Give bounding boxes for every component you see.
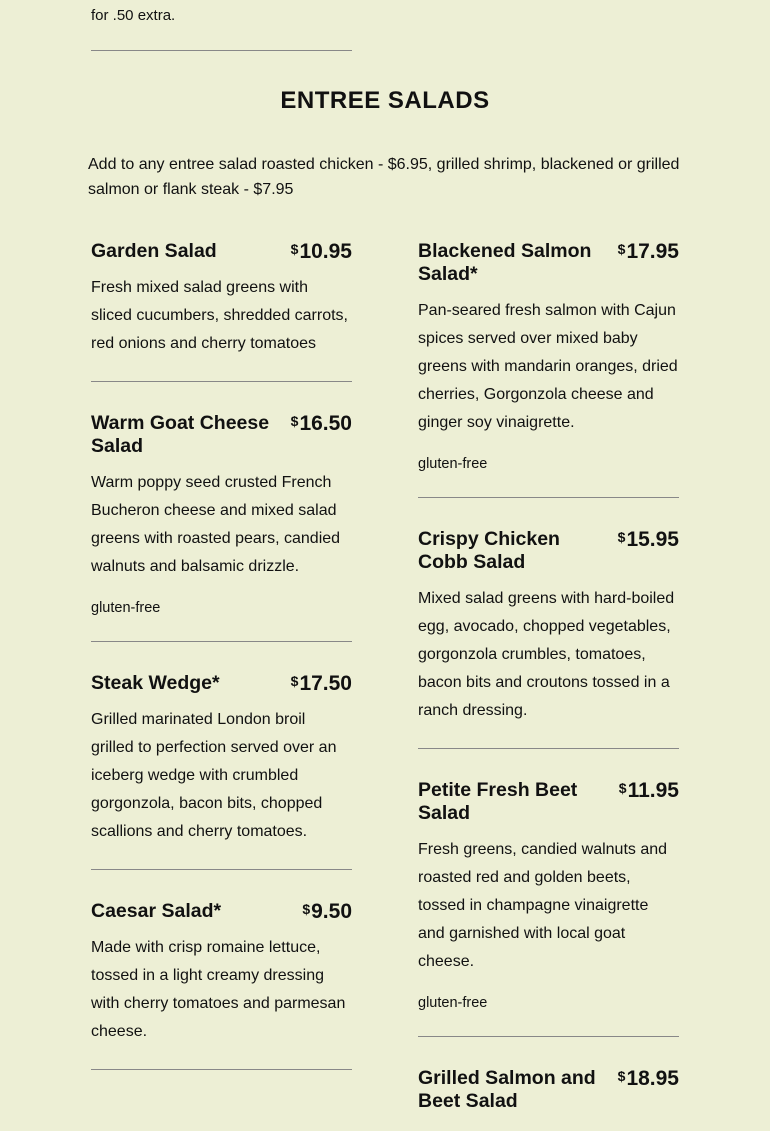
- menu-item-name: Petite Fresh Beet Salad: [418, 779, 578, 824]
- menu-item: [418, 528, 679, 749]
- dietary-tag: gluten-free: [418, 456, 488, 472]
- currency-symbol: $: [290, 413, 299, 429]
- price-amount: 15.95: [626, 528, 679, 551]
- menu-item-name: Steak Wedge*: [91, 672, 220, 694]
- divider: [91, 641, 352, 642]
- menu-item-description: Warm poppy seed crusted French Bucheron cheese and mixed salad greens with roasted pears, candied walnuts and balsamic drizzle.: [91, 474, 341, 575]
- menu-item: [418, 240, 679, 498]
- price-amount: 17.50: [299, 672, 352, 695]
- dietary-tag: gluten-free: [418, 995, 488, 1011]
- previous-item-note: for .50 extra.: [91, 7, 176, 24]
- divider: [91, 869, 352, 870]
- menu-item-name: Garden Salad: [91, 240, 217, 262]
- menu-item-price: [618, 528, 679, 551]
- menu-item-price: [618, 240, 679, 263]
- menu-item-price: [302, 900, 352, 923]
- currency-symbol: $: [617, 241, 626, 257]
- dietary-tag: gluten-free: [91, 600, 161, 616]
- right-column: [418, 240, 679, 1113]
- menu-item-name: Caesar Salad*: [91, 900, 222, 922]
- price-amount: 9.50: [311, 900, 352, 923]
- menu-item: [91, 240, 352, 382]
- currency-symbol: $: [290, 673, 299, 689]
- menu-item-header: [91, 412, 352, 458]
- menu-item-description: Pan-seared fresh salmon with Cajun spices served over mixed baby greens with mandarin oranges, dried cherries, Gorgonzola cheese and ginger soy vinaigrette.: [418, 302, 678, 431]
- currency-symbol: $: [618, 780, 627, 796]
- menu-item: [91, 672, 352, 870]
- divider: [418, 497, 679, 498]
- menu-item-description: Mixed salad greens with hard-boiled egg, avocado, chopped vegetables, gorgonzola crumbles, tomatoes, bacon bits and croutons tossed in a ranch dressing.: [418, 590, 675, 719]
- currency-symbol: $: [617, 1068, 626, 1084]
- menu-item-header: [91, 900, 352, 923]
- price-amount: 10.95: [299, 240, 352, 263]
- menu-item: [91, 412, 352, 642]
- menu-item-price: [291, 672, 352, 695]
- price-amount: 17.95: [626, 240, 679, 263]
- menu-item: [418, 1067, 679, 1113]
- section-intro: Add to any entree salad roasted chicken - $6.95, grilled shrimp, blackened or grilled salmon or flank steak - $7.95: [88, 156, 680, 198]
- menu-item-name: Grilled Salmon and Beet Salad: [418, 1067, 596, 1112]
- menu-item-price: [291, 240, 352, 263]
- menu-item-description: Fresh mixed salad greens with sliced cucumbers, shredded carrots, red onions and cherry tomatoes: [91, 279, 348, 352]
- menu-item-price: [619, 779, 679, 802]
- section-title: ENTREE SALADS: [280, 87, 490, 114]
- menu-item-description: Made with crisp romaine lettuce, tossed in a light creamy dressing with cherry tomatoes and parmesan cheese.: [91, 939, 346, 1040]
- divider: [91, 381, 352, 382]
- divider: [418, 1036, 679, 1037]
- menu-item-header: [418, 240, 679, 286]
- menu-item-name: Blackened Salmon Salad*: [418, 240, 592, 285]
- menu-item-header: [91, 672, 352, 695]
- price-amount: 11.95: [627, 779, 679, 802]
- menu-item-header: [418, 779, 679, 825]
- currency-symbol: $: [290, 241, 299, 257]
- menu-item-name: Crispy Chicken Cobb Salad: [418, 528, 560, 573]
- price-amount: 18.95: [626, 1067, 679, 1090]
- price-amount: 16.50: [299, 412, 352, 435]
- menu-item-name: Warm Goat Cheese Salad: [91, 412, 270, 457]
- menu-item-header: [418, 1067, 679, 1113]
- menu-item-header: [91, 240, 352, 263]
- menu-item: [91, 900, 352, 1070]
- divider: [91, 50, 352, 51]
- divider: [91, 1069, 352, 1070]
- menu-item-description: Grilled marinated London broil grilled to perfection served over an iceberg wedge with crumbled gorgonzola, bacon bits, chopped scallions and cherry tomatoes.: [91, 711, 337, 840]
- left-column: [91, 240, 352, 1100]
- menu-item: [418, 779, 679, 1037]
- currency-symbol: $: [302, 901, 311, 917]
- divider: [418, 748, 679, 749]
- menu-item-description: Fresh greens, candied walnuts and roasted red and golden beets, tossed in champagne vinaigrette and garnished with local goat cheese.: [418, 841, 668, 970]
- menu-item-price: [291, 412, 352, 435]
- menu-item-price: [618, 1067, 679, 1090]
- menu-item-header: [418, 528, 679, 574]
- currency-symbol: $: [617, 529, 626, 545]
